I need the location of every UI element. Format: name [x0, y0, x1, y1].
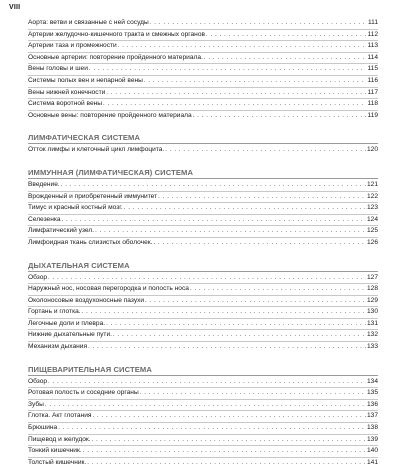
- section-heading-digestive: ПИЩЕВАРИТЕЛЬНАЯ СИСТЕМА: [28, 364, 378, 376]
- toc-entry[interactable]: Вены головы и шеи . . . 115: [28, 64, 378, 76]
- toc-entry[interactable]: Околоносовые воздухоносные пазухи . . . 129: [28, 296, 378, 308]
- toc-entry[interactable]: Глотка. Акт глотания . . . 137: [28, 411, 378, 423]
- toc-entry[interactable]: Основные вены: повторение пройденного материала . . . 119: [28, 111, 378, 122]
- toc-entry[interactable]: Система воротной вены . . . 118: [28, 99, 378, 111]
- section-heading-lymphatic: ЛИМФАТИЧЕСКАЯ СИСТЕМА: [28, 132, 378, 144]
- toc-entry[interactable]: Ротовая полость и соседние органы . . . 135: [28, 388, 378, 400]
- toc-entry[interactable]: Системы полых вен и непарной вены . . . 116: [28, 76, 378, 88]
- page-number: VIII: [9, 4, 21, 11]
- toc-entry[interactable]: Тонкий кишечник. . . . 140: [28, 446, 378, 458]
- toc-entry[interactable]: Артерии таза и промежности . . . 113: [28, 41, 378, 53]
- section-heading-immune: ИММУННАЯ (ЛИМФАТИЧЕСКАЯ) СИСТЕМА: [28, 167, 378, 179]
- toc-group-lymphatic: [28, 145, 378, 156]
- toc-entry[interactable]: Артерии желудочно-кишечного тракта и смежных органов . . . 112: [28, 30, 378, 42]
- toc-entry[interactable]: Зубы . . . 136: [28, 400, 378, 412]
- section-heading-respiratory: ДЫХАТЕЛЬНАЯ СИСТЕМА: [28, 260, 378, 272]
- toc-entry[interactable]: Врожденный и приобретенный иммунитет . . . 122: [28, 192, 378, 204]
- toc-entry[interactable]: Наружный нос, носовая перегородка и полость носа . . . 128: [28, 284, 378, 296]
- toc-entry[interactable]: Селезенка . . . 124: [28, 215, 378, 227]
- toc-group-vessels: [28, 18, 378, 121]
- toc-entry[interactable]: Лимфоидная ткань слизистых оболочек. . . . 126: [28, 238, 378, 249]
- toc-entry[interactable]: Обзор . . . 134: [28, 377, 378, 389]
- toc-entry[interactable]: Нижние дыхательные пути. . . . 132: [28, 330, 378, 342]
- toc-entry[interactable]: Лимфатический узел. . . . 125: [28, 226, 378, 238]
- toc-entry[interactable]: Аорта: ветви и связанные с ней сосуды . . . 111: [28, 18, 378, 30]
- toc-entry[interactable]: Основные артерии: повторение пройденного материала. . . . 114: [28, 53, 378, 65]
- toc-entry[interactable]: Легочные доли и плевра. . . . 131: [28, 319, 378, 331]
- toc-entry[interactable]: Тимус и красный костный мозг. . . . 123: [28, 203, 378, 215]
- toc-entry[interactable]: Механизм дыхания . . . 133: [28, 342, 378, 353]
- toc-entry[interactable]: Вены нижней конечности . . . 117: [28, 88, 378, 100]
- toc-entry[interactable]: Гортань и глотка. . . . 130: [28, 307, 378, 319]
- toc-group-immune: [28, 180, 378, 249]
- toc-entry[interactable]: Пищевод и желудок. . . . 139: [28, 435, 378, 447]
- table-of-contents: [28, 18, 378, 468]
- toc-entry[interactable]: Обзор . . . 127: [28, 273, 378, 285]
- toc-entry[interactable]: Толстый кишечник. . . . 141: [28, 458, 378, 468]
- toc-entry[interactable]: Брюшина . . . 138: [28, 423, 378, 435]
- toc-group-respiratory: [28, 273, 378, 353]
- toc-group-digestive: [28, 377, 378, 468]
- toc-entry[interactable]: Введение. . . . 121: [28, 180, 378, 192]
- toc-entry[interactable]: Отток лимфы и клеточный цикл лимфоцита. . . . 120: [28, 145, 378, 156]
